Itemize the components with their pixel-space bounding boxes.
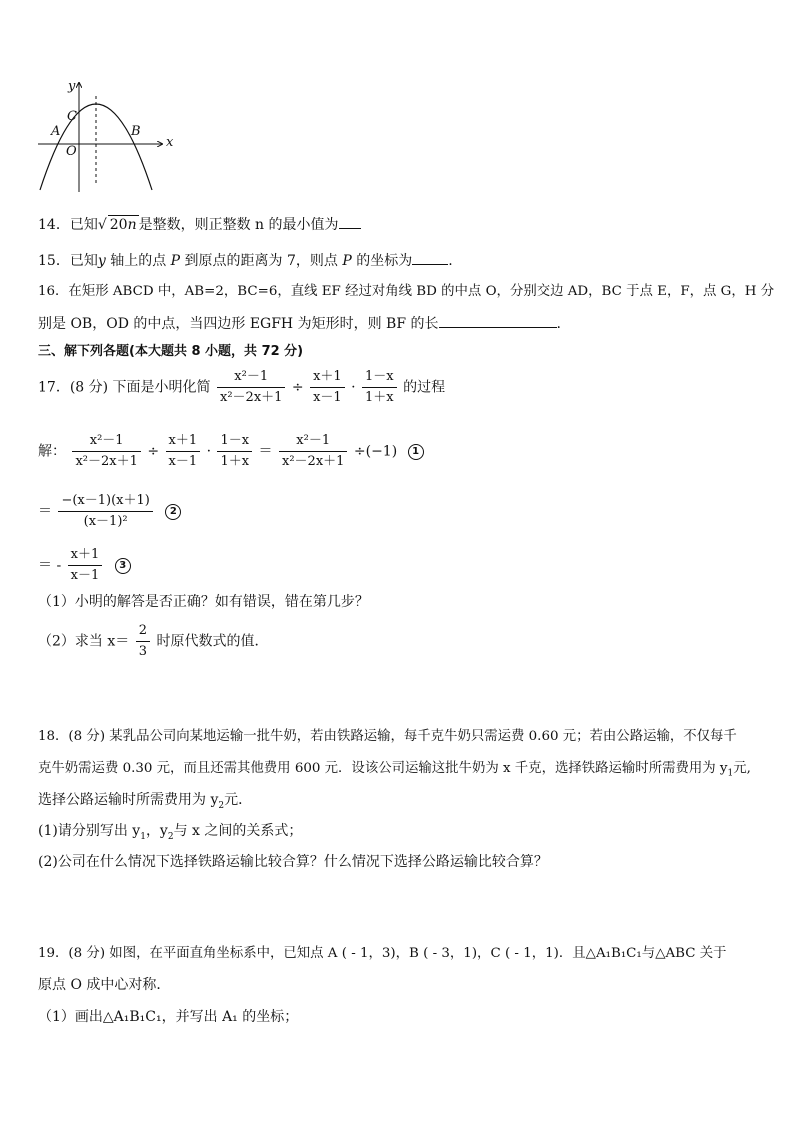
answer-blank-14[interactable]: [339, 214, 361, 229]
question-19-line-1: 19．(8 分) 如图，在平面直角坐标系中，已知点 A ( - 1，3)，B ( - 3，1)，C ( - 1，1)．且△A₁B₁C₁与△ABC 关于: [38, 946, 727, 961]
question-15: 15．已知y 轴上的点 P 到原点的距离为 7，则点 P 的坐标为 .: [38, 250, 453, 270]
y-axis-label: y: [68, 79, 76, 94]
section-heading: 三、解下列各题(本大题共 8 小题，共 72 分): [38, 344, 304, 359]
question-18-part-1: (1)请分别写出 $y_1$，$y_2$与 x 之间的关系式；: [38, 823, 303, 842]
answer-blank-15[interactable]: [412, 250, 448, 265]
origin-label: O: [66, 144, 77, 159]
point-b-label: B: [131, 124, 141, 139]
question-14: 14．已知√ 20n 是整数，则正整数 n 的最小值为: [38, 214, 361, 234]
question-18-line-2: 克牛奶需运费 0.30 元，而且还需其他费用 600 元．设该公司运输这批牛奶为 x 千克，选择铁路运输时所需费用为 $y_1$元,: [38, 761, 751, 779]
question-18-part-2: (2)公司在什么情况下选择铁路运输比较合算？什么情况下选择公路运输比较合算？: [38, 854, 548, 870]
step-marker-1: 1: [408, 444, 424, 460]
solution-step-3: ＝ - $\frac{x+1}{x-1}$ 3: [38, 546, 131, 585]
point-a-label: A: [51, 124, 61, 139]
fraction-3: $\frac{1-x}{1+x}$: [362, 368, 397, 407]
parabola-figure: [30, 78, 180, 193]
step-marker-3: 3: [115, 558, 131, 574]
question-17-intro: 17．(8 分) 下面是小明化简 $\frac{\text{x²－1}}{\text{x²－2x＋1}}$ ÷ $\frac{x+1}{x-1}$ · $\frac{1-x}{1+x}$ 的过程: [38, 369, 446, 405]
question-16-line-1: 16．在矩形 ABCD 中，AB=2，BC=6，直线 EF 经过对角线 BD 的中点 O，分别交边 AD，BC 于点 E，F，点 G，H 分: [38, 284, 775, 299]
question-17-part-1: （1）小明的解答是否正确？如有错误，错在第几步？: [38, 594, 369, 610]
question-16-line-2: 别是 OB，OD 的中点，当四边形 EGFH 为矩形时，则 BF 的长 .: [38, 313, 561, 333]
question-19-line-3: （1）画出△A₁B₁C₁，并写出 A₁ 的坐标；: [38, 1009, 299, 1025]
fraction-2: $\frac{x+1}{x-1}$: [310, 368, 345, 407]
question-18-line-3: 选择公路运输时所需费用为 $y_2$元．: [38, 792, 253, 811]
question-18-line-1: 18．(8 分) 某乳品公司向某地运输一批牛奶，若由铁路运输，每千克牛奶只需运费 0.60 元；若由公路运输，不仅每千: [38, 729, 737, 744]
answer-blank-16[interactable]: [439, 313, 557, 328]
point-c-label: C: [67, 109, 77, 124]
question-19-line-2: 原点 O 成中心对称．: [38, 977, 171, 993]
x-axis-label: x: [166, 135, 174, 150]
step-marker-2: 2: [165, 504, 181, 520]
question-17-part-2: （2）求当 x＝ $\frac{2}{3}$ 时原代数式的值．: [38, 623, 269, 659]
solution-step-1: 解： $\frac{\text{x²－1}}{\text{x²－2x＋1}}$ ÷ $\frac{x+1}{x-1}$ · $\frac{1-x}{1+x}$ ＝ $\frac{\text{x²－1}}{\text{x²－2x＋1}}$ ÷(−1) 1: [38, 432, 424, 471]
solution-step-2: ＝ $\frac{-(x-1)(x+1)}{\text{(x－1)²}}$ 2: [38, 492, 181, 531]
fraction-1: $\frac{\text{x²－1}}{\text{x²－2x＋1}}$: [217, 368, 285, 407]
